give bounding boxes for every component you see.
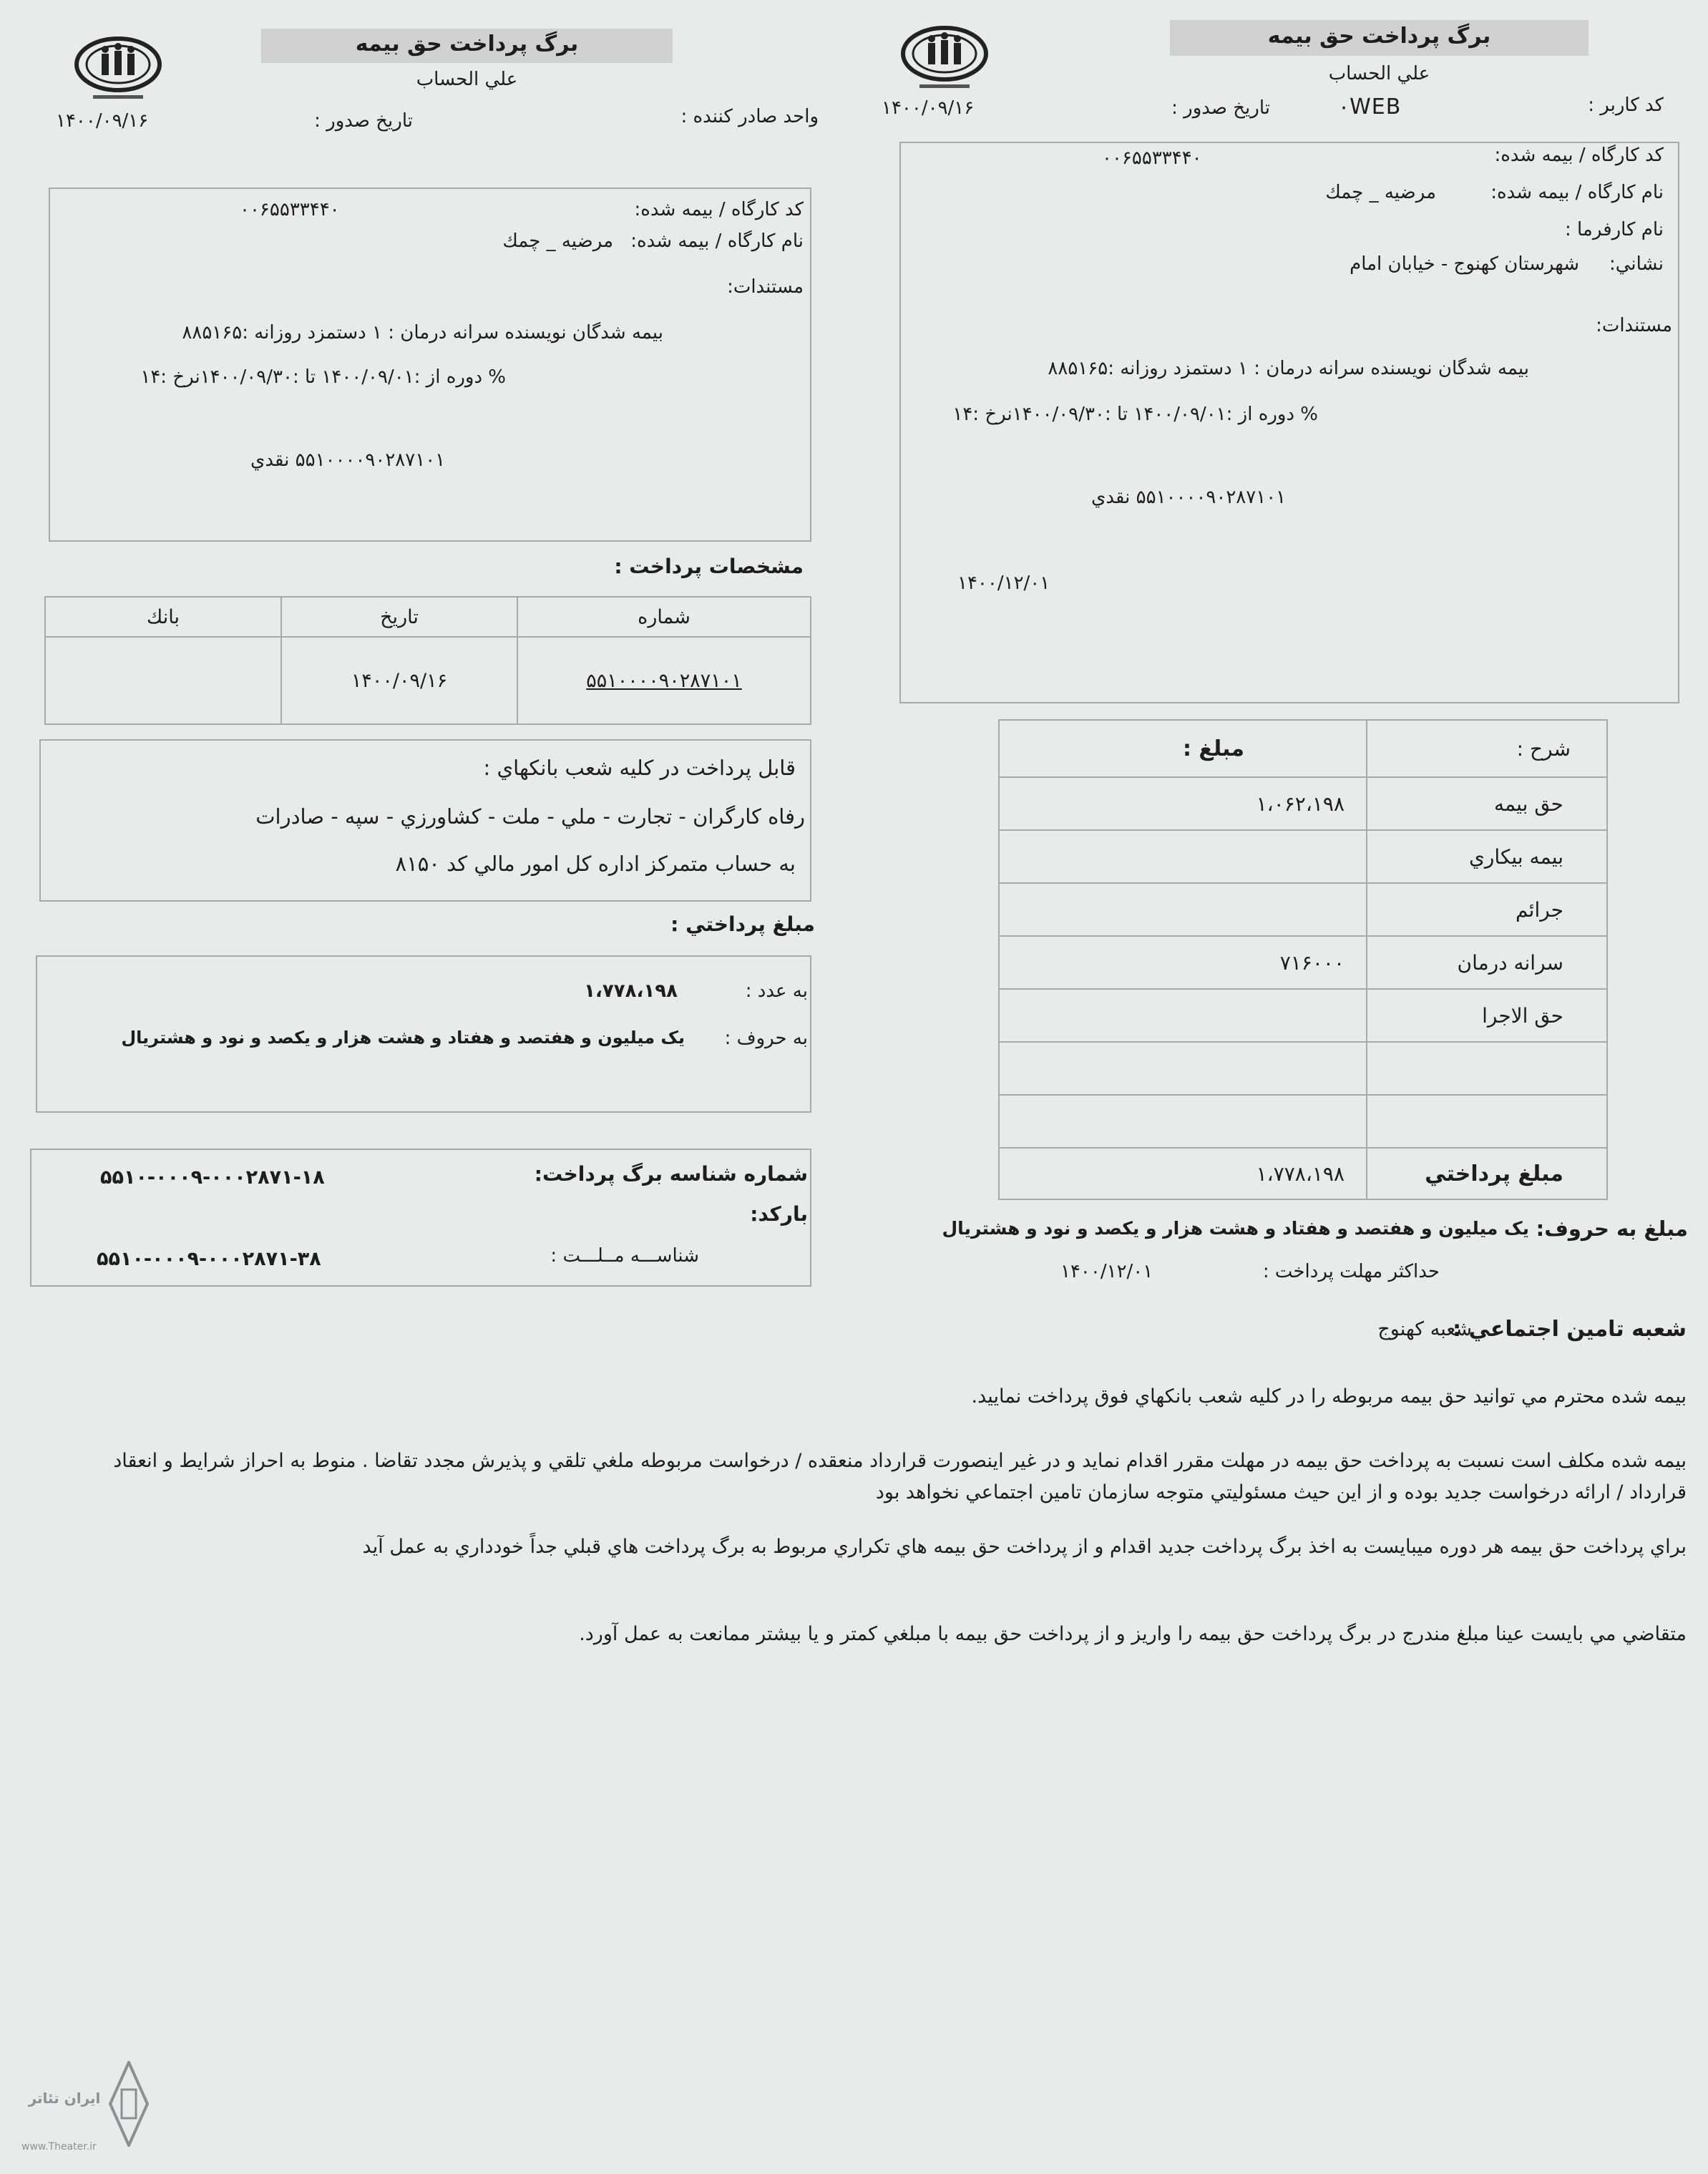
row-amount bbox=[999, 1095, 1367, 1148]
note-3: براي پرداخت حق بيمه هر دوره ميبايست به اخذ برگ پرداخت جديد اقدام و از پرداخت حق بيمه هاي تكراري مربوط به برگ پرداخت هاي قبلي جداً خودداري به عمل آيد bbox=[362, 1536, 1687, 1558]
right-docs-line2: % دوره از :۱۴۰۰/۰۹/۰۱ تا :۱۴۰۰/۰۹/۳۰نرخ :۱۴ bbox=[952, 404, 1318, 425]
left-mellat-id: ۵۵۱۰-۰۰۰۹-۰۰۰۲۸۷۱-۳۸ bbox=[97, 1248, 321, 1270]
pay-number-value: ۵۵۱۰۰۰۰۹۰۲۸۷۱۰۱ bbox=[586, 669, 742, 692]
row-amount bbox=[999, 1042, 1367, 1095]
table-row bbox=[999, 1042, 1607, 1095]
tamin-logo-icon-right bbox=[894, 21, 995, 100]
left-slip-id-label: شماره شناسه برگ پرداخت: bbox=[534, 1162, 808, 1186]
left-payment-table bbox=[44, 596, 811, 725]
left-workshop-name: مرضيه _ چمك bbox=[502, 230, 613, 252]
total-label: مبلغ پرداختي bbox=[1367, 1148, 1607, 1199]
table-row bbox=[999, 936, 1607, 989]
left-docs-label: مستندات: bbox=[727, 276, 804, 298]
watermark-text: ایران تئاتر bbox=[28, 2090, 101, 2107]
right-words: يک ميليون و هفتصد و هفتاد و هشت هزار و يكصد و نود و هشتريال bbox=[942, 1218, 1529, 1239]
left-banks-line1: قابل پرداخت در كليه شعب بانكهاي : bbox=[483, 756, 796, 780]
left-banks-line3: به حساب متمركز اداره كل امور مالي كد ۸۱۵۰ bbox=[395, 852, 796, 876]
right-words-label: مبلغ به حروف: bbox=[1536, 1217, 1688, 1241]
row-amount: ۱،۰۶۲،۱۹۸ bbox=[999, 777, 1367, 830]
right-workshop-code-label: كد كارگاه / بيمه شده: bbox=[1494, 145, 1664, 166]
right-docs-line3: ۵۵۱۰۰۰۰۹۰۲۸۷۱۰۱ نقدي bbox=[1091, 487, 1287, 508]
pay-header-bank: بانك bbox=[45, 597, 281, 637]
right-workshop-name-label: نام كارگاه / بيمه شده: bbox=[1490, 182, 1664, 203]
left-amount-words-label: به حروف : bbox=[724, 1028, 808, 1049]
left-amount-label: مبلغ پرداختي : bbox=[670, 912, 815, 936]
pay-header-number: شماره bbox=[517, 597, 811, 637]
left-docs-line3: ۵۵۱۰۰۰۰۹۰۲۸۷۱۰۱ نقدي bbox=[250, 449, 446, 471]
left-amount-number-label: به عدد : bbox=[745, 980, 808, 1002]
table-head-desc: شرح : bbox=[1367, 720, 1607, 777]
note-1: بيمه شده محترم مي توانيد حق بيمه مربوطه را در كليه شعب بانكهاي فوق پرداخت نماييد. bbox=[971, 1385, 1687, 1408]
right-docs-date: ۱۴۰۰/۱۲/۰۱ bbox=[957, 572, 1050, 594]
table-row bbox=[999, 777, 1607, 830]
left-issuer-label: واحد صادر كننده : bbox=[680, 106, 819, 127]
left-slip-id: ۵۵۱۰-۰۰۰۹-۰۰۰۲۸۷۱-۱۸ bbox=[100, 1166, 325, 1189]
right-deadline: ۱۴۰۰/۱۲/۰۱ bbox=[1060, 1261, 1153, 1282]
pay-header-date: تاريخ bbox=[281, 597, 517, 637]
right-issue-date-label: تاريخ صدور : bbox=[1171, 97, 1270, 119]
right-title: برگ پرداخت حق بیمه bbox=[1267, 24, 1491, 49]
left-mellat-id-label: شناســـه مــلـــت : bbox=[550, 1245, 699, 1267]
pay-number bbox=[517, 637, 811, 724]
pay-date: ۱۴۰۰/۰۹/۱۶ bbox=[281, 637, 517, 724]
right-subtitle: علي الحساب bbox=[1328, 63, 1430, 84]
watermark-logo-icon bbox=[107, 2061, 150, 2147]
left-workshop-code-label: كد كارگاه / بيمه شده: bbox=[634, 199, 804, 220]
row-amount: ۷۱۶۰۰۰ bbox=[999, 936, 1367, 989]
table-head-amount: مبلغ : bbox=[999, 720, 1367, 777]
row-desc: حق الاجرا bbox=[1367, 989, 1607, 1042]
left-docs-line1: بيمه شدگان نويسنده سرانه درمان : ۱ دستمزد روزانه :۸۸۵۱۶۵ bbox=[182, 322, 663, 343]
tamin-logo-icon bbox=[72, 32, 165, 111]
right-amount-table bbox=[998, 719, 1608, 1200]
left-amount-words: يک ميليون و هفتصد و هفتاد و هشت هزار و يكصد و نود و هشتريال bbox=[121, 1028, 685, 1048]
right-address: شهرستان كهنوج - خيابان امام bbox=[1350, 253, 1579, 275]
watermark-url: www.Theater.ir bbox=[21, 2141, 97, 2153]
right-employer-label: نام كارفرما : bbox=[1564, 219, 1664, 240]
right-docs-line1: بيمه شدگان نويسنده سرانه درمان : ۱ دستمزد روزانه :۸۸۵۱۶۵ bbox=[1048, 358, 1529, 379]
right-address-label: نشاني: bbox=[1609, 253, 1664, 275]
right-workshop-code: ۰۰۶۵۵۳۳۴۴۰ bbox=[1102, 147, 1202, 169]
right-user-code-label: كد كاربر : bbox=[1588, 94, 1664, 116]
left-amount-number: ۱،۷۷۸،۱۹۸ bbox=[584, 980, 678, 1002]
row-desc: حق بيمه bbox=[1367, 777, 1607, 830]
pay-bank bbox=[45, 637, 281, 724]
right-user-code: ۰WEB bbox=[1338, 94, 1402, 120]
left-workshop-name-label: نام كارگاه / بيمه شده: bbox=[630, 230, 804, 252]
right-workshop-name: مرضيه _ چمك bbox=[1325, 182, 1436, 203]
total-value: ۱،۷۷۸،۱۹۸ bbox=[999, 1148, 1367, 1199]
left-title: برگ پرداخت حق بیمه bbox=[355, 31, 579, 57]
table-rows bbox=[999, 777, 1607, 1148]
row-desc bbox=[1367, 1042, 1607, 1095]
left-docs-line2: % دوره از :۱۴۰۰/۰۹/۰۱ تا :۱۴۰۰/۰۹/۳۰نرخ :۱۴ bbox=[140, 366, 506, 388]
table-row bbox=[999, 1095, 1607, 1148]
right-issue-date: ۱۴۰۰/۰۹/۱۶ bbox=[882, 97, 975, 119]
left-barcode-label: باركد: bbox=[750, 1202, 808, 1226]
left-banks-line2: رفاه كارگران - تجارت - ملي - ملت - كشاورزي - سپه - صادرات bbox=[255, 804, 805, 829]
row-amount bbox=[999, 989, 1367, 1042]
right-deadline-label: حداكثر مهلت پرداخت : bbox=[1262, 1261, 1440, 1282]
left-subtitle: علي الحساب bbox=[416, 69, 518, 90]
note-4: متقاضي مي بايست عينا مبلغ مندرج در برگ پرداخت حق بيمه را واريز و از پرداخت حق بيمه با مبلغي كمتر و يا بيشتر ممانعت به عمل آورد. bbox=[579, 1623, 1687, 1645]
row-desc: سرانه درمان bbox=[1367, 936, 1607, 989]
row-desc: بيمه بيكاري bbox=[1367, 830, 1607, 883]
watermark bbox=[21, 2061, 157, 2161]
table-row bbox=[999, 883, 1607, 936]
left-issue-date: ۱۴۰۰/۰۹/۱۶ bbox=[56, 110, 149, 132]
left-issue-date-label: تاريخ صدور : bbox=[314, 110, 413, 132]
row-desc: جرائم bbox=[1367, 883, 1607, 936]
table-row bbox=[999, 830, 1607, 883]
row-amount bbox=[999, 883, 1367, 936]
left-workshop-code: ۰۰۶۵۵۳۳۴۴۰ bbox=[240, 199, 340, 220]
table-row bbox=[999, 989, 1607, 1042]
branch-value: شعبه كهنوج bbox=[1377, 1318, 1472, 1340]
branch-label: شعبه تامين اجتماعي : bbox=[1453, 1317, 1687, 1342]
right-docs-label: مستندات: bbox=[1596, 315, 1672, 336]
note-2: بيمه شده مكلف است نسبت به پرداخت حق بيمه در مهلت مقرر اقدام نمايد و در غير اينصورت قرارداد منعقده / درخواست مربوطه ملغي تلقي و پذيرش مجدد تقاضا . منوط به احراز شرايط و انعقاد قرارداد / ارائه درخواست جديد بوده و از اين حيث مسئوليتي متوجه سازمان تامين اجتماعي نخواهد بود bbox=[113, 1450, 1687, 1503]
row-amount bbox=[999, 830, 1367, 883]
row-desc bbox=[1367, 1095, 1607, 1148]
left-payment-spec-label: مشخصات پرداخت : bbox=[614, 555, 804, 578]
